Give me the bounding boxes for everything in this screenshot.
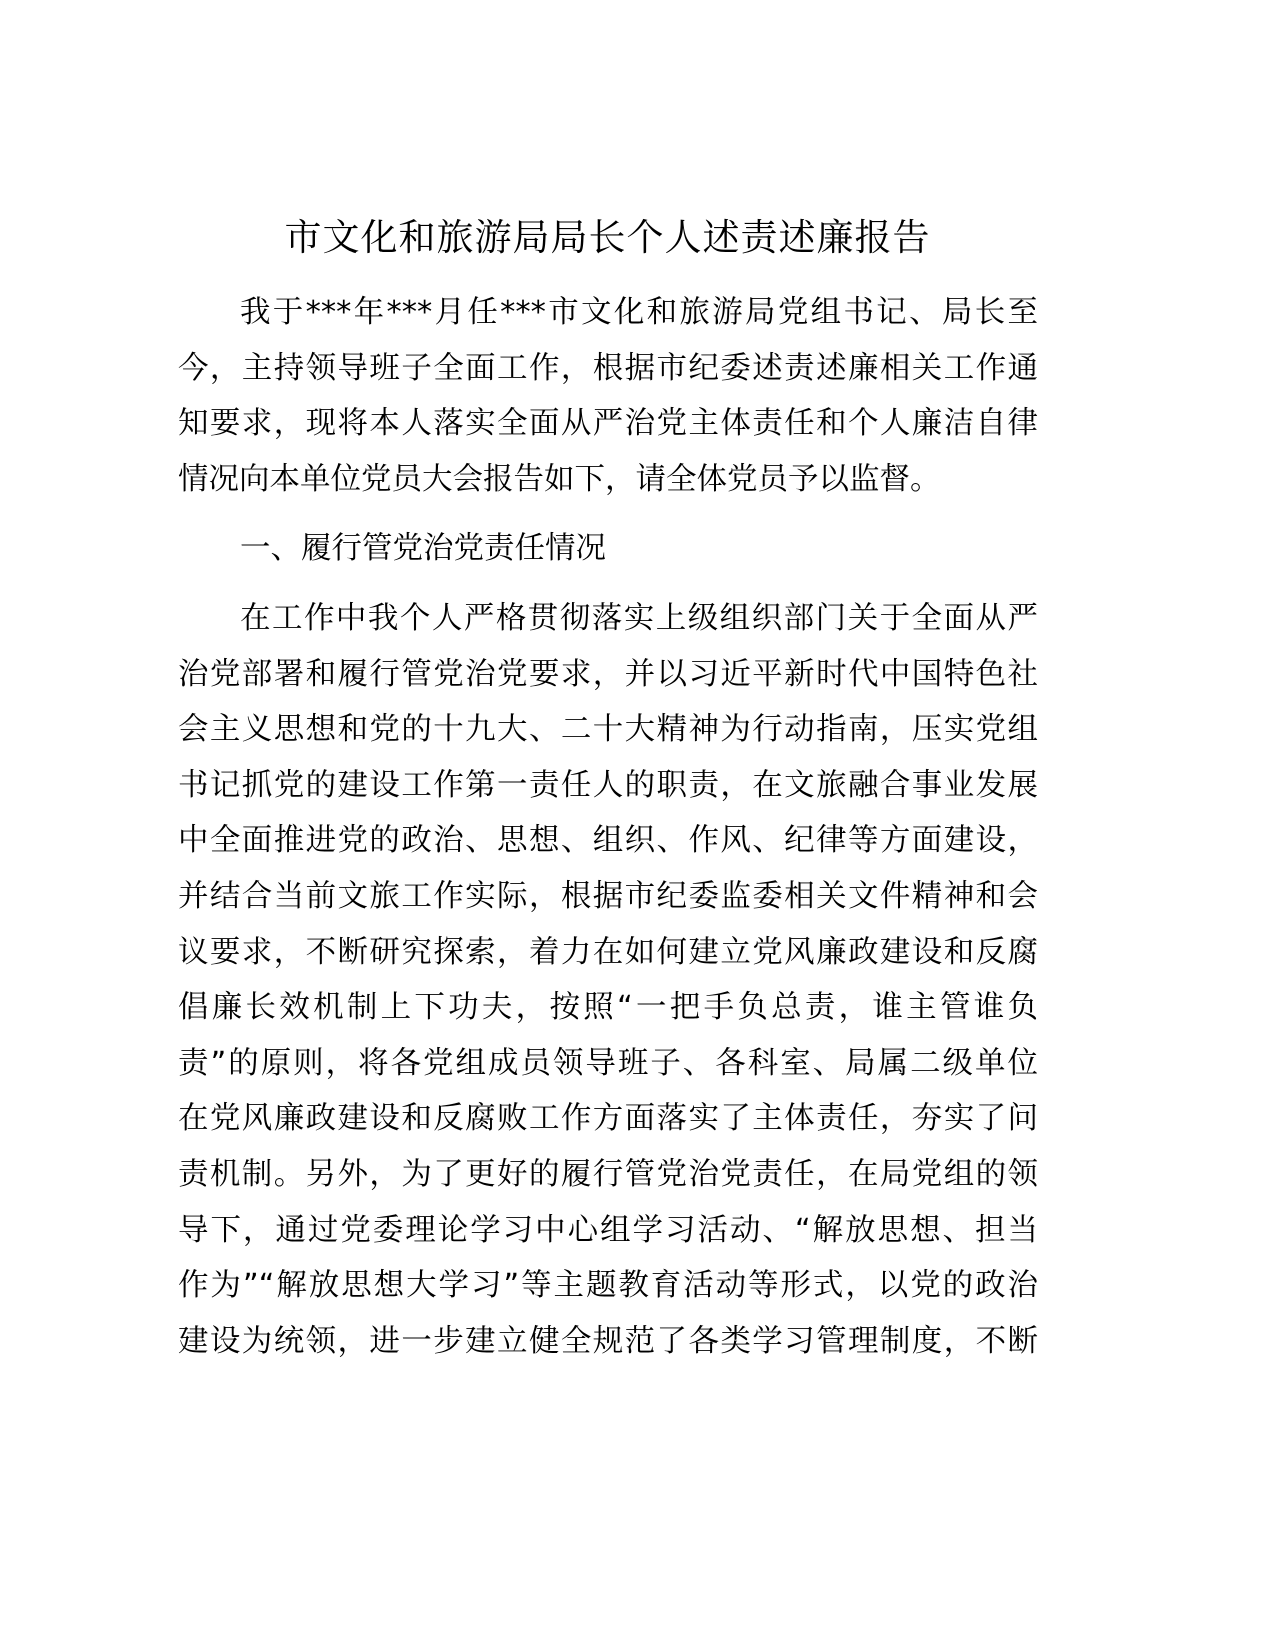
section-heading-text: 一、履行管党治党责任情况: [240, 531, 606, 567]
text-line: 作为”“解放思想大学习”等主题教育活动等形式，以党的政治: [178, 1268, 1038, 1304]
text-line: 中全面推进党的政治、思想、组织、作风、纪律等方面建设，: [178, 823, 1038, 859]
text-line: 会主义思想和党的十九大、二十大精神为行动指南，压实党组: [178, 712, 1038, 748]
paragraph-gap: [178, 507, 1038, 521]
document-title: 市文化和旅游局局长个人述责述廉报告: [284, 216, 931, 259]
text-line: 责”的原则，将各党组成员领导班子、各科室、局属二级单位: [178, 1045, 1038, 1081]
text-line: 我于***年***月任***市文化和旅游局党组书记、局长至: [240, 295, 1038, 330]
text-line: 建设为统领，进一步建立健全规范了各类学习管理制度，不断: [178, 1323, 1038, 1359]
section-heading: [178, 521, 1038, 577]
paragraph-section-1: [178, 591, 1038, 1369]
text-line: 倡廉长效机制上下功夫，按照“一把手负总责，谁主管谁负: [178, 990, 1038, 1026]
document-body: [178, 285, 1038, 1369]
paragraph-gap: [178, 577, 1038, 591]
paragraph-intro: [178, 285, 1038, 507]
text-line: 今，主持领导班子全面工作，根据市纪委述责述廉相关工作通: [178, 350, 1038, 386]
text-line: 议要求，不断研究探索，着力在如何建立党风廉政建设和反腐: [178, 934, 1038, 970]
text-line: 在党风廉政建设和反腐败工作方面落实了主体责任，夯实了问: [178, 1101, 1038, 1137]
text-line: 治党部署和履行管党治党要求，并以习近平新时代中国特色社: [178, 656, 1038, 692]
text-line: 知要求，现将本人落实全面从严治党主体责任和个人廉洁自律: [178, 406, 1038, 442]
text-line: 情况向本单位党员大会报告如下，请全体党员予以监督。: [178, 461, 941, 497]
text-line: 书记抓党的建设工作第一责任人的职责，在文旅融合事业发展: [178, 767, 1038, 803]
text-line: 责机制。另外，为了更好的履行管党治党责任，在局党组的领: [178, 1156, 1038, 1192]
text-line: 在工作中我个人严格贯彻落实上级组织部门关于全面从严: [240, 600, 1038, 636]
text-line: 导下，通过党委理论学习中心组学习活动、“解放思想、担当: [178, 1212, 1038, 1248]
text-line: 并结合当前文旅工作实际，根据市纪委监委相关文件精神和会: [178, 878, 1038, 914]
